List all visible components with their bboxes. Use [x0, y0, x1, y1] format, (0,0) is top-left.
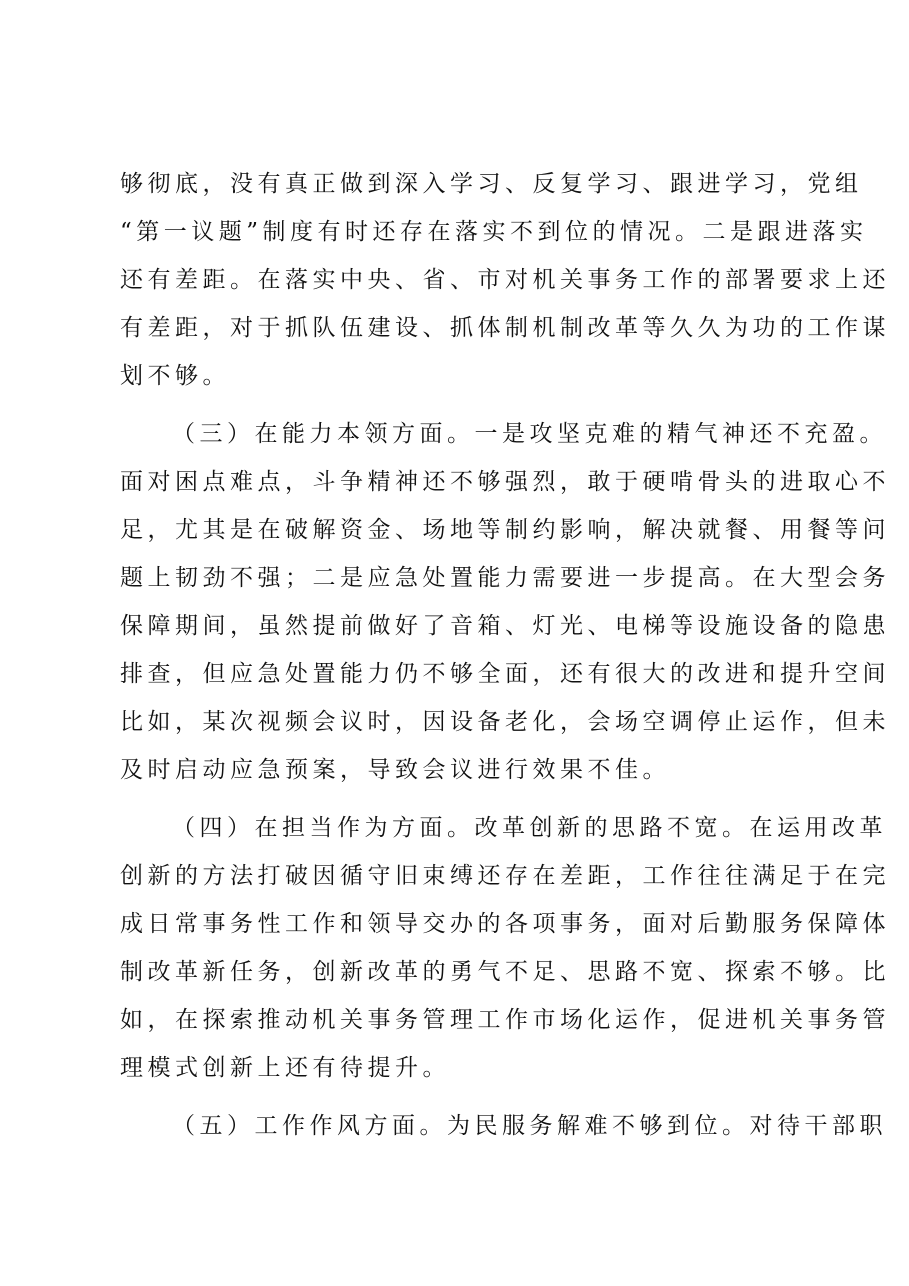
- paragraph-line: 有差距，对于抓队伍建设、抓体制机制改革等久久为功的工作谋: [120, 315, 890, 341]
- paragraph-line: 面对困点难点，斗争精神还不够强烈，敢于硬啃骨头的进取心不: [120, 469, 890, 495]
- paragraph-line: 还有差距。在落实中央、省、市对机关事务工作的部署要求上还: [120, 267, 890, 293]
- paragraph-line: （三）在能力本领方面。一是攻坚克难的精气神还不充盈。: [172, 421, 887, 447]
- paragraph-line: （五）工作作风方面。为民服务解难不够到位。对待干部职: [172, 1113, 887, 1139]
- paragraph-ability: [120, 410, 890, 794]
- paragraph-line: 题上韧劲不强；二是应急处置能力需要进一步提高。在大型会务: [120, 565, 890, 591]
- paragraph-line: 及时启动应急预案，导致会议进行效果不佳。: [120, 757, 670, 783]
- paragraph-line: 成日常事务性工作和领导交办的各项事务，面对后勤服务保障体: [120, 911, 890, 937]
- paragraph-spacer: [120, 400, 800, 410]
- paragraph-line: 保障期间，虽然提前做好了音箱、灯光、电梯等设施设备的隐患: [120, 613, 890, 639]
- paragraph-line: 创新的方法打破因循守旧束缚还存在差距，工作往往满足于在完: [120, 863, 890, 889]
- paragraph-line: 足，尤其是在破解资金、场地等制约影响，解决就餐、用餐等问: [120, 517, 890, 543]
- paragraph-line: 够彻底，没有真正做到深入学习、反复学习、跟进学习，党组: [120, 171, 863, 197]
- paragraph-line: 理模式创新上还有待提升。: [120, 1055, 450, 1081]
- paragraph-line: （四）在担当作为方面。改革创新的思路不宽。在运用改革: [172, 815, 887, 841]
- paragraph-responsibility: [120, 804, 890, 1092]
- paragraph-spacer: [120, 794, 800, 804]
- paragraph-spacer: [120, 1092, 800, 1102]
- paragraph-line: 排查，但应急处置能力仍不够全面，还有很大的改进和提升空间: [120, 661, 890, 687]
- paragraph-study-gap: [120, 160, 890, 400]
- paragraph-line: 如，在探索推动机关事务管理工作市场化运作，促进机关事务管: [120, 1007, 890, 1033]
- paragraph-line: 制改革新任务，创新改革的勇气不足、思路不宽、探索不够。比: [120, 959, 890, 985]
- paragraph-work-style: [120, 1102, 887, 1150]
- document-body: [120, 160, 890, 1150]
- paragraph-line: “第一议题”制度有时还存在落实不到位的情况。二是跟进落实: [120, 219, 868, 245]
- paragraph-line: 划不够。: [120, 363, 230, 389]
- paragraph-line: 比如，某次视频会议时，因设备老化，会场空调停止运作，但未: [120, 709, 890, 735]
